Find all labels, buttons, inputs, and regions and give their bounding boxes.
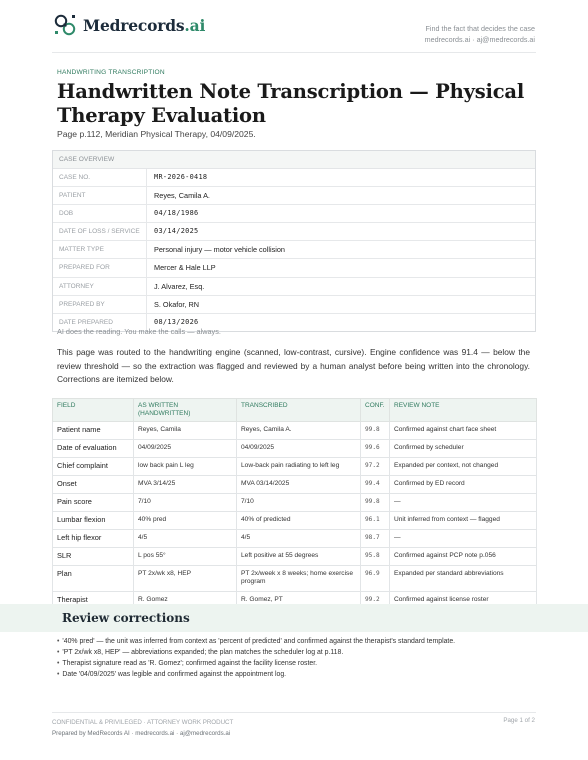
list-item: • '40% pred' — the unit was inferred from context as 'percent of predicted' and confirmed against the therapist's standard template.: [57, 636, 537, 647]
confidence-cell: 99.8: [361, 494, 390, 512]
case-row-date-of-loss: [53, 223, 535, 241]
case-label: DOB: [53, 205, 147, 222]
as-written-cell: 40% pred: [134, 512, 237, 530]
transcribed-cell: Low-back pain radiating to left leg: [237, 458, 361, 476]
table-header-row: [53, 399, 537, 422]
case-label: DATE PREPARED: [53, 314, 147, 331]
transcribed-cell: MVA 03/14/2025: [237, 476, 361, 494]
review-note-cell: Expanded per context, not changed: [390, 458, 537, 476]
as-written-cell: low back pain L leg: [134, 458, 237, 476]
field-cell: Therapist: [53, 592, 134, 610]
header-divider: [52, 52, 536, 53]
confidence-cell: 96.9: [361, 566, 390, 592]
case-row-dob: [53, 205, 535, 223]
page-number: Page 1 of 2: [503, 717, 535, 724]
as-written-cell: Reyes, Camila: [134, 422, 237, 440]
header-tagline: Find the fact that decides the case: [425, 24, 535, 33]
brand-logo[interactable]: [52, 12, 205, 38]
footer-divider: [52, 712, 536, 713]
case-row-attorney: [53, 278, 535, 296]
confidence-cell: 99.4: [361, 476, 390, 494]
case-row-case-no: [53, 169, 535, 187]
case-label: CASE NO.: [53, 169, 147, 186]
confidence-cell: 97.2: [361, 458, 390, 476]
table-row: [53, 566, 537, 592]
review-corrections-heading: Review corrections: [62, 611, 190, 625]
field-cell: Patient name: [53, 422, 134, 440]
confidence-cell: 99.2: [361, 592, 390, 610]
case-value: Mercer & Hale LLP: [154, 263, 216, 273]
review-note-cell: Expanded per standard abbreviations: [390, 566, 537, 592]
header-meta: [425, 23, 535, 45]
table-row: [53, 458, 537, 476]
field-cell: Plan: [53, 566, 134, 592]
confidentiality-notice: CONFIDENTIAL & PRIVILEGED · ATTORNEY WORK PRODUCT: [52, 719, 234, 726]
transcribed-cell: 04/09/2025: [237, 440, 361, 458]
case-row-matter-type: [53, 241, 535, 259]
page-title: Handwritten Note Transcription — Physical Therapy Evaluation: [57, 80, 525, 127]
case-row-prepared-by: [53, 296, 535, 314]
transcription-table: [52, 398, 537, 610]
as-written-cell: R. Gomez: [134, 592, 237, 610]
list-item: • Date '04/09/2025' was legible and confirmed against the appointment log.: [57, 669, 537, 680]
page-subtitle: Page p.112, Meridian Physical Therapy, 04/09/2025.: [57, 129, 256, 139]
column-header-transcribed: TRANSCRIBED: [237, 399, 361, 422]
transcribed-cell: Left positive at 55 degrees: [237, 548, 361, 566]
review-note-cell: —: [390, 494, 537, 512]
as-written-cell: MVA 3/14/25: [134, 476, 237, 494]
case-label: ATTORNEY: [53, 278, 147, 295]
list-item: • 'PT 2x/wk x8, HEP' — abbreviations expanded; the plan matches the scheduler log at p.118.: [57, 647, 537, 658]
case-value: 08/13/2026: [154, 317, 199, 326]
case-row-patient: [53, 187, 535, 205]
table-row: [53, 494, 537, 512]
case-value: Reyes, Camila A.: [154, 191, 210, 201]
table-row: [53, 476, 537, 494]
as-written-cell: L pos 55°: [134, 548, 237, 566]
case-value: 03/14/2025: [154, 227, 199, 236]
review-note-cell: Confirmed against license roster: [390, 592, 537, 610]
transcribed-cell: R. Gomez, PT: [237, 592, 361, 610]
review-note-cell: Confirmed by scheduler: [390, 440, 537, 458]
as-written-cell: 4/5: [134, 530, 237, 548]
review-note-cell: Confirmed against PCP note p.056: [390, 548, 537, 566]
as-written-cell: 7/10: [134, 494, 237, 512]
case-value: S. Okafor, RN: [154, 299, 200, 309]
corrections-list: [57, 636, 537, 680]
column-header-review-note: REVIEW NOTE: [390, 399, 537, 422]
brand-name: Medrecords.ai: [83, 15, 206, 35]
prepared-by-line: Prepared by MedRecords AI · medrecords.ai · aj@medrecords.ai: [52, 730, 231, 737]
case-label: PREPARED BY: [53, 296, 147, 313]
case-overview-panel: [52, 150, 536, 332]
field-cell: SLR: [53, 548, 134, 566]
transcribed-cell: 40% of predicted: [237, 512, 361, 530]
case-value: 04/18/1986: [154, 209, 199, 218]
review-note-cell: Confirmed against chart face sheet: [390, 422, 537, 440]
case-overview-heading: CASE OVERVIEW: [53, 151, 535, 169]
column-header-confidence: CONF.: [361, 399, 390, 422]
case-label: PREPARED FOR: [53, 259, 147, 276]
header-contact[interactable]: medrecords.ai · aj@medrecords.ai: [424, 35, 535, 44]
table-row: [53, 440, 537, 458]
transcribed-cell: PT 2x/week x 8 weeks; home exercise program: [237, 566, 361, 592]
as-written-cell: PT 2x/wk x8, HEP: [134, 566, 237, 592]
field-cell: Chief complaint: [53, 458, 134, 476]
field-cell: Lumbar flexion: [53, 512, 134, 530]
field-cell: Date of evaluation: [53, 440, 134, 458]
as-written-cell: 04/09/2025: [134, 440, 237, 458]
review-note-cell: —: [390, 530, 537, 548]
transcribed-cell: Reyes, Camila A.: [237, 422, 361, 440]
confidence-cell: 95.8: [361, 548, 390, 566]
field-cell: Left hip flexor: [53, 530, 134, 548]
footer-info: [52, 717, 233, 739]
transcribed-cell: 7/10: [237, 494, 361, 512]
case-value: Personal injury — motor vehicle collision: [154, 245, 285, 255]
field-cell: Onset: [53, 476, 134, 494]
case-value: J. Alvarez, Esq.: [154, 281, 205, 291]
list-item: • Therapist signature read as 'R. Gomez'; confirmed against the facility license roster.: [57, 658, 537, 669]
confidence-cell: 96.1: [361, 512, 390, 530]
column-header-as-written: AS WRITTEN (HANDWRITTEN): [134, 399, 237, 422]
intro-paragraph: This page was routed to the handwriting engine (scanned, low-contrast, cursive). Engine confidence was 91.4 — below the review threshold — so the extraction was flagged and reviewed by a human analyst before being written into the chronology. Corrections are itemized below.: [57, 347, 530, 385]
table-row: [53, 530, 537, 548]
confidence-cell: 98.7: [361, 530, 390, 548]
case-value: MR-2026-0418: [154, 173, 208, 181]
case-row-prepared-for: [53, 259, 535, 277]
table-row: [53, 422, 537, 440]
table-row: [53, 512, 537, 530]
case-label: DATE OF LOSS / SERVICE: [53, 223, 147, 240]
review-note-cell: Unit inferred from context — flagged: [390, 512, 537, 530]
section-kicker: HANDWRITING TRANSCRIPTION: [57, 69, 165, 76]
transcribed-cell: 4/5: [237, 530, 361, 548]
confidence-cell: 99.8: [361, 422, 390, 440]
table-row: [53, 548, 537, 566]
review-note-cell: Confirmed by ED record: [390, 476, 537, 494]
case-label: MATTER TYPE: [53, 241, 147, 258]
confidence-cell: 99.6: [361, 440, 390, 458]
medrecords-logo-icon: [52, 12, 78, 38]
field-cell: Pain score: [53, 494, 134, 512]
column-header-field: FIELD: [53, 399, 134, 422]
case-label: PATIENT: [53, 187, 147, 204]
ai-tagline: AI does the reading. You make the calls — always.: [57, 327, 221, 336]
